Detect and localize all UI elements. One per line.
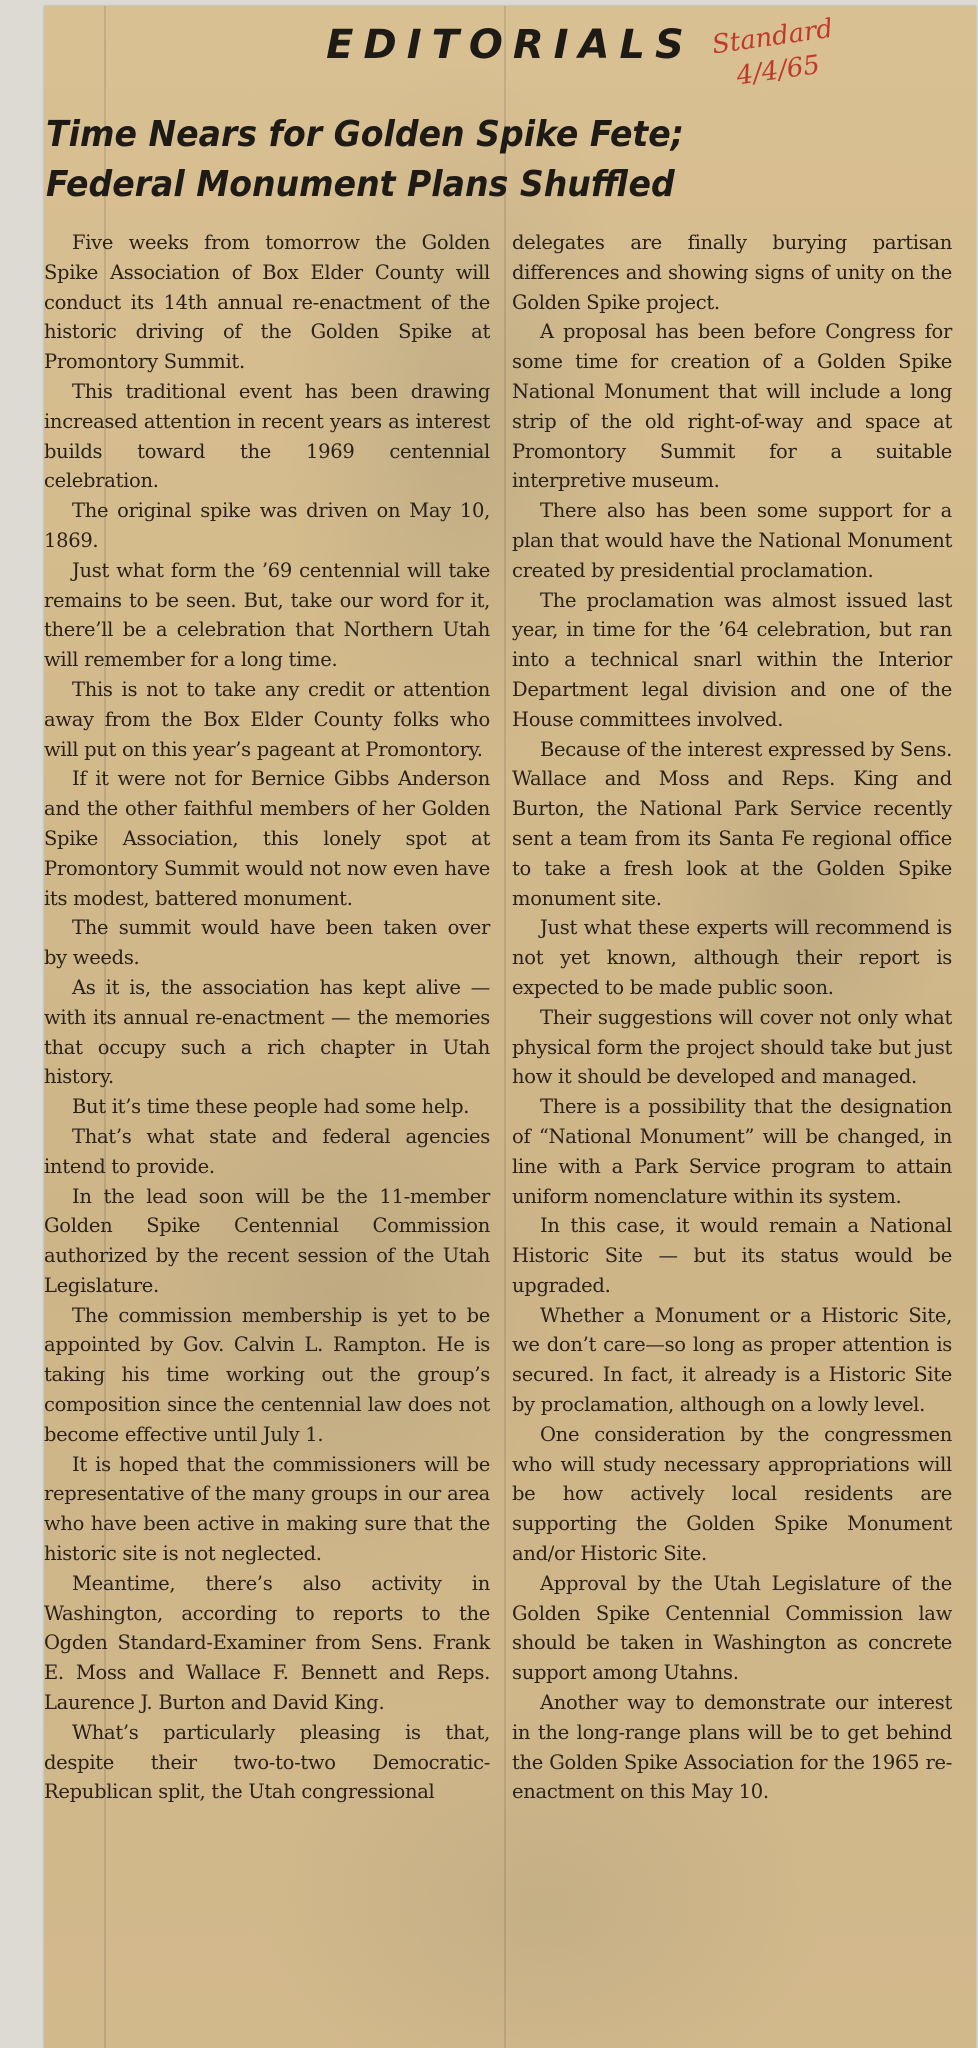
paragraph: That’s what state and federal agencies intend to provide. [44,1124,490,1178]
paragraph: But it’s time these people had some help. [72,1095,470,1119]
paragraph: The proclamation was almost issued last year, in time for the ’64 celebration, but ran into a technical snarl within the Interior Department legal division and one of the House committees involved. [512,588,952,731]
paragraph: The commission membership is yet to be appointed by Gov. Calvin L. Rampton. He is taking his time working out the group’s composition since the centennial law does not become effective until July 1. [44,1303,490,1446]
paragraph: Their suggestions will cover not only what physical form the project should take but just how it should be developed and managed. [512,1005,952,1089]
annotation-publication: Standard [710,13,835,61]
paragraph: In the lead soon will be the 11-member Golden Spike Centennial Commission authorized by the recent session of the Utah Legislature. [44,1184,490,1297]
paragraph: In this case, it would remain a National Historic Site — but its status would be upgraded. [512,1214,952,1297]
paragraph: If it were not for Bernice Gibbs Anderson and the other faithful members of her Golden Spike Association, this lonely spot at Promontory Summit would not now even have its modest, battered monument. [44,767,490,910]
paragraph: Another way to demonstrate our interest in the long-range plans will be to get behind the Golden Spike Association for the 1965 re-enactment on this May 10. [512,1691,952,1804]
left-column [44,228,490,1807]
paragraph: This is not to take any credit or attention away from the Box Elder County folks who will put on this year’s pageant at Promontory. [44,677,490,761]
paragraph: What’s particularly pleasing is that, despite their two-to-two Democratic-Republican split, the Utah congressional [44,1720,490,1804]
annotation-date: 4/4/65 [734,50,822,92]
paragraph: The original spike was driven on May 10, 1869. [44,499,490,552]
paragraph: Approval by the Utah Legislature of the Golden Spike Centennial Commission law should be taken in Washington as concrete support among Utahns. [512,1571,952,1685]
headline-line-1: Time Nears for Golden Spike Fete; [46,114,684,155]
right-column [512,228,952,1807]
paragraph: One consideration by the congressmen who will study necessary appropriations will be how actively local residents are supporting the Golden Spike Monument and/or Historic Site. [512,1422,952,1566]
newspaper-clipping [44,6,976,2048]
paragraph: Just what form the ’69 centennial will take remains to be seen. But, take our word for it, there’ll be a celebration that Northern Utah will remember for a long time. [44,558,490,672]
paragraph: There is a possibility that the designation of “National Monument” will be changed, in line with a Park Service program to attain uniform nomenclature within its system. [512,1095,952,1208]
paragraph: It is hoped that the commissioners will be representative of the many groups in our area who have been active in making sure that the historic site is not neglected. [44,1452,490,1566]
article-body [44,228,976,1807]
paragraph: A proposal has been before Congress for some time for creation of a Golden Spike National Monument that will include a long strip of the old right-of-way and space at Promontory Summit for a suitable interpretive museum. [512,320,952,493]
paragraph: delegates are finally burying partisan differences and showing signs of unity on the Golden Spike project. [512,231,952,314]
paragraph: Because of the interest expressed by Sens. Wallace and Moss and Reps. King and Burton, the National Park Service recently sent a team from its Santa Fe regional office to take a fresh look at the Golden Spike monument site. [512,737,952,910]
paragraph: Meantime, there’s also activity in Washington, according to reports to the Ogden Standard-Examiner from Sens. Frank E. Moss and Wallace F. Bennett and Reps. Laurence J. Burton and David King. [44,1571,490,1715]
paragraph: Five weeks from tomorrow the Golden Spike Association of Box Elder County will conduct its 14th annual re-enactment of the historic driving of the Golden Spike at Promontory Summit. [44,231,490,374]
headline-line-2: Federal Monument Plans Shuffled [46,164,675,205]
headline [46,110,764,210]
paragraph: Just what these experts will recommend is not yet known, although their report is expected to be made public soon. [512,916,952,999]
section-title: EDITORIALS [326,22,694,68]
paragraph: This traditional event has been drawing increased attention in recent years as interest builds toward the 1969 centennial celebration. [44,379,490,493]
paragraph: The summit would have been taken over by weeds. [44,916,490,970]
paragraph: As it is, the association has kept alive —with its annual re-enactment — the memories that occupy such a rich chapter in Utah history. [44,975,490,1089]
paragraph: There also has been some support for a plan that would have the National Monument created by presidential proclamation. [512,499,952,582]
paragraph: Whether a Monument or a Historic Site, we don’t care—so long as proper attention is secured. In fact, it already is a Historic Site by proclamation, although on a lowly level. [512,1303,952,1417]
